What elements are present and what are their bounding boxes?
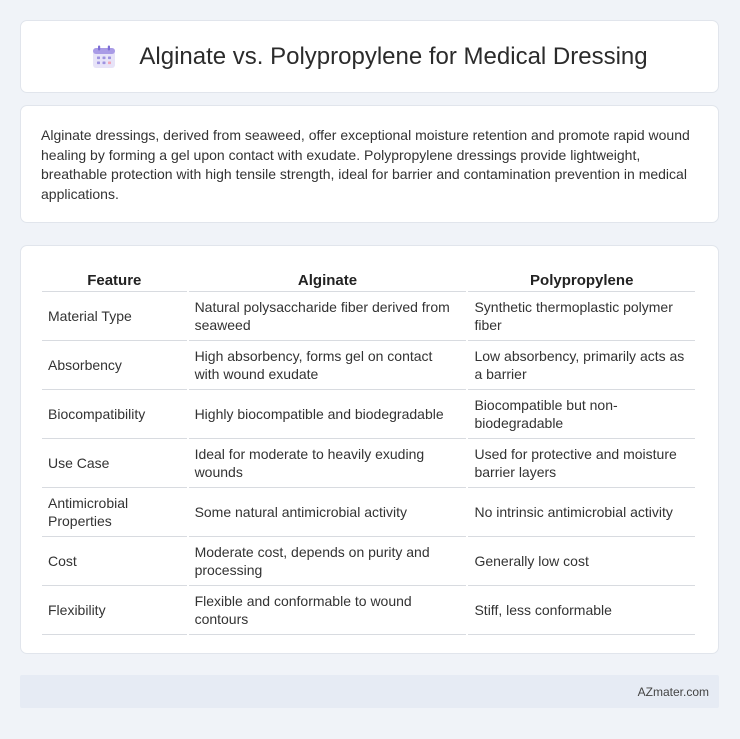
- polypropylene-cell: Low absorbency, primarily acts as a barrier: [468, 341, 695, 390]
- column-header-alginate: Alginate: [189, 266, 467, 292]
- column-header-feature: Feature: [42, 266, 187, 292]
- alginate-cell: Highly biocompatible and biodegradable: [189, 390, 467, 439]
- polypropylene-cell: Generally low cost: [468, 537, 695, 586]
- table-row: [42, 439, 695, 488]
- alginate-cell: Moderate cost, depends on purity and processing: [189, 537, 467, 586]
- table-row: [42, 537, 695, 586]
- feature-cell: Use Case: [42, 439, 187, 488]
- table-row: [42, 341, 695, 390]
- footer: [20, 675, 719, 708]
- table-row: [42, 292, 695, 341]
- feature-cell: Cost: [42, 537, 187, 586]
- alginate-cell: Ideal for moderate to heavily exuding wounds: [189, 439, 467, 488]
- feature-cell: Biocompatibility: [42, 390, 187, 439]
- polypropylene-cell: Used for protective and moisture barrier layers: [468, 439, 695, 488]
- comparison-card: [20, 245, 719, 654]
- description-card: [20, 105, 719, 223]
- polypropylene-cell: Biocompatible but non-biodegradable: [468, 390, 695, 439]
- polypropylene-cell: Stiff, less conformable: [468, 586, 695, 635]
- column-header-polypropylene: Polypropylene: [468, 266, 695, 292]
- description-text: Alginate dressings, derived from seaweed, offer exceptional moisture retention and promote rapid wound healing by forming a gel upon contact with exudate. Polypropylene dressings provide lightweight, breathable protection with high tensile strength, ideal for barrier and contamination prevention in medical applications.: [41, 127, 690, 202]
- table-row: [42, 488, 695, 537]
- comparison-table: [40, 266, 697, 635]
- table-row: [42, 390, 695, 439]
- feature-cell: Flexibility: [42, 586, 187, 635]
- table-header-row: [42, 266, 695, 292]
- title-card: [20, 20, 719, 93]
- calendar-icon: [91, 44, 117, 70]
- page-title: Alginate vs. Polypropylene for Medical Dressing: [139, 42, 648, 70]
- alginate-cell: Natural polysaccharide fiber derived from seaweed: [189, 292, 467, 341]
- polypropylene-cell: Synthetic thermoplastic polymer fiber: [468, 292, 695, 341]
- alginate-cell: High absorbency, forms gel on contact with wound exudate: [189, 341, 467, 390]
- alginate-cell: Some natural antimicrobial activity: [189, 488, 467, 537]
- feature-cell: Antimicrobial Properties: [42, 488, 187, 537]
- feature-cell: Absorbency: [42, 341, 187, 390]
- feature-cell: Material Type: [42, 292, 187, 341]
- table-row: [42, 586, 695, 635]
- polypropylene-cell: No intrinsic antimicrobial activity: [468, 488, 695, 537]
- footer-brand: AZmater.com: [637, 684, 709, 699]
- alginate-cell: Flexible and conformable to wound contours: [189, 586, 467, 635]
